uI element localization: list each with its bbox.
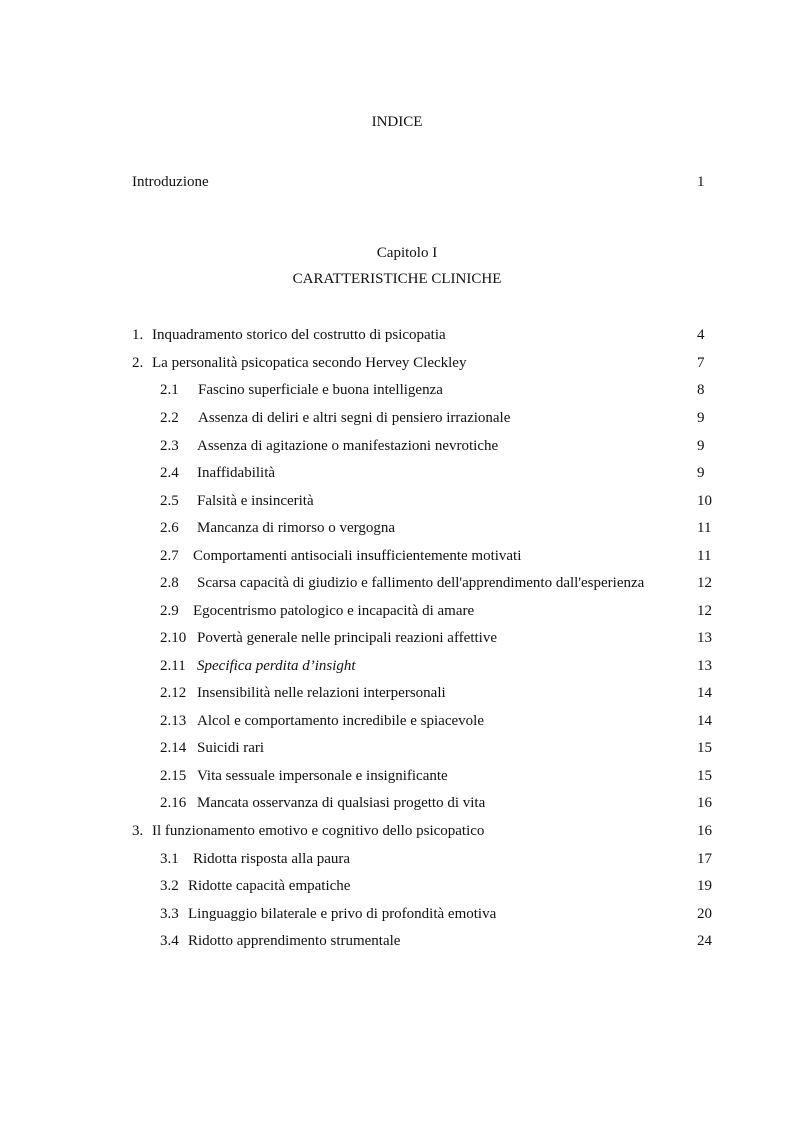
toc-subentry — [0, 849, 794, 869]
toc-entry-number: 2.10 — [160, 630, 187, 646]
toc-subentry — [0, 931, 794, 951]
toc-entry-title: Inaffidabilità — [197, 465, 276, 481]
toc-entry-title: Mancanza di rimorso o vergogna — [197, 520, 395, 536]
toc-subentry — [0, 876, 794, 896]
toc-entry-number: 2. — [132, 355, 144, 371]
toc-subentry — [0, 766, 794, 786]
toc-entry-title: Falsità e insincerità — [197, 493, 314, 509]
toc-subentry — [0, 793, 794, 813]
toc-entry-number: 2.12 — [160, 685, 187, 701]
toc-entry-number: 2.11 — [160, 658, 186, 674]
toc-entry-page: 17 — [697, 851, 712, 867]
toc-entry-page: 9 — [697, 410, 705, 426]
toc-subentry — [0, 436, 794, 456]
toc-entry-page: 16 — [697, 823, 712, 839]
toc-subentry — [0, 738, 794, 758]
toc-entry — [0, 353, 794, 373]
toc-entry-page: 12 — [697, 603, 712, 619]
toc-entry-number: 2.5 — [160, 493, 179, 509]
toc-entry-page: 13 — [697, 630, 712, 646]
toc-entry-title: Ridotto apprendimento strumentale — [188, 933, 401, 949]
toc-entry-number: 2.4 — [160, 465, 179, 481]
toc-entry-title: Comportamenti antisociali insufficientemente motivati — [193, 548, 522, 564]
toc-entry-number: 2.3 — [160, 438, 179, 454]
toc-entry-number: 3. — [132, 823, 144, 839]
toc-entry — [0, 325, 794, 345]
toc-entry-page: 20 — [697, 906, 712, 922]
toc-entry-title: La personalità psicopatica secondo Hervey Cleckley — [152, 355, 467, 371]
toc-entry-title: Suicidi rari — [197, 740, 265, 756]
toc-subentry — [0, 463, 794, 483]
toc-entry-page: 16 — [697, 795, 712, 811]
toc-entry-number: 3.4 — [160, 933, 179, 949]
toc-entry-title: Povertà generale nelle principali reazioni affettive — [197, 630, 497, 646]
toc-entry-number: 2.2 — [160, 410, 179, 426]
toc-entry-number: 2.6 — [160, 520, 179, 536]
toc-entry-title: Assenza di agitazione o manifestazioni nevrotiche — [197, 438, 499, 454]
toc-entry-number: 3.2 — [160, 878, 179, 894]
toc-subentry — [0, 656, 794, 676]
toc-subentry — [0, 711, 794, 731]
chapter-title: CARATTERISTICHE CLINICHE — [292, 271, 502, 287]
toc-entry-page: 14 — [697, 713, 712, 729]
chapter-number: Capitolo I — [376, 245, 438, 261]
toc-subentry — [0, 408, 794, 428]
toc-entry-page: 9 — [697, 438, 705, 454]
toc-entry-title: Insensibilità nelle relazioni interpersonali — [197, 685, 446, 701]
toc-entry-number: 2.7 — [160, 548, 179, 564]
toc-entry-number: 2.8 — [160, 575, 179, 591]
toc-entry-page: 13 — [697, 658, 712, 674]
toc-entry-title: Introduzione — [132, 174, 209, 190]
toc-entry-title: Specifica perdita d’insight — [197, 658, 356, 674]
toc-subentry — [0, 628, 794, 648]
toc-entry — [0, 821, 794, 841]
toc-entry-title: Ridotta risposta alla paura — [193, 851, 351, 867]
toc-entry-page: 4 — [697, 327, 705, 343]
toc-subentry — [0, 380, 794, 400]
toc-subentry — [0, 904, 794, 924]
toc-entry-number: 2.13 — [160, 713, 187, 729]
toc-subentry — [0, 683, 794, 703]
toc-entry-page: 7 — [697, 355, 705, 371]
toc-entry-number: 2.14 — [160, 740, 187, 756]
toc-subentry — [0, 601, 794, 621]
toc-entry-page: 15 — [697, 740, 712, 756]
toc-entry-page: 11 — [697, 520, 712, 536]
toc-entry-number: 2.15 — [160, 768, 187, 784]
toc-entry-title: Inquadramento storico del costrutto di psicopatia — [152, 327, 446, 343]
toc-subentry — [0, 546, 794, 566]
toc-entry-page: 9 — [697, 465, 705, 481]
toc-entry-title: Mancata osservanza di qualsiasi progetto di vita — [197, 795, 486, 811]
toc-entry-page: 24 — [697, 933, 712, 949]
toc-entry-title: Il funzionamento emotivo e cognitivo dello psicopatico — [152, 823, 485, 839]
toc-subentry — [0, 518, 794, 538]
toc-heading: INDICE — [371, 114, 423, 130]
toc-entry-page: 15 — [697, 768, 712, 784]
toc-entry-title: Linguaggio bilaterale e privo di profondità emotiva — [188, 906, 497, 922]
toc-entry-title: Scarsa capacità di giudizio e fallimento dell'apprendimento dall'esperienza — [197, 575, 645, 591]
toc-entry-number: 2.1 — [160, 382, 179, 398]
toc-entry-page: 14 — [697, 685, 712, 701]
toc-entry-number: 1. — [132, 327, 144, 343]
toc-entry-title: Alcol e comportamento incredibile e spiacevole — [197, 713, 484, 729]
toc-subentry — [0, 573, 794, 593]
toc-entry-page: 10 — [697, 493, 712, 509]
toc-entry-title: Fascino superficiale e buona intelligenza — [198, 382, 443, 398]
toc-entry-title: Vita sessuale impersonale e insignificante — [197, 768, 448, 784]
toc-entry-number: 2.16 — [160, 795, 187, 811]
toc-entry-page: 8 — [697, 382, 705, 398]
toc-entry-title: Ridotte capacità empatiche — [188, 878, 351, 894]
toc-entry-number: 3.3 — [160, 906, 179, 922]
toc-entry-title: Assenza di deliri e altri segni di pensiero irrazionale — [198, 410, 511, 426]
toc-entry-page: 11 — [697, 548, 712, 564]
toc-entry-introduction — [0, 172, 794, 192]
toc-subentry — [0, 491, 794, 511]
toc-entry-page: 12 — [697, 575, 712, 591]
toc-entry-page: 19 — [697, 878, 712, 894]
toc-entry-page: 1 — [697, 174, 705, 190]
toc-entry-number: 3.1 — [160, 851, 179, 867]
toc-entry-number: 2.9 — [160, 603, 179, 619]
toc-entry-title: Egocentrismo patologico e incapacità di amare — [193, 603, 475, 619]
